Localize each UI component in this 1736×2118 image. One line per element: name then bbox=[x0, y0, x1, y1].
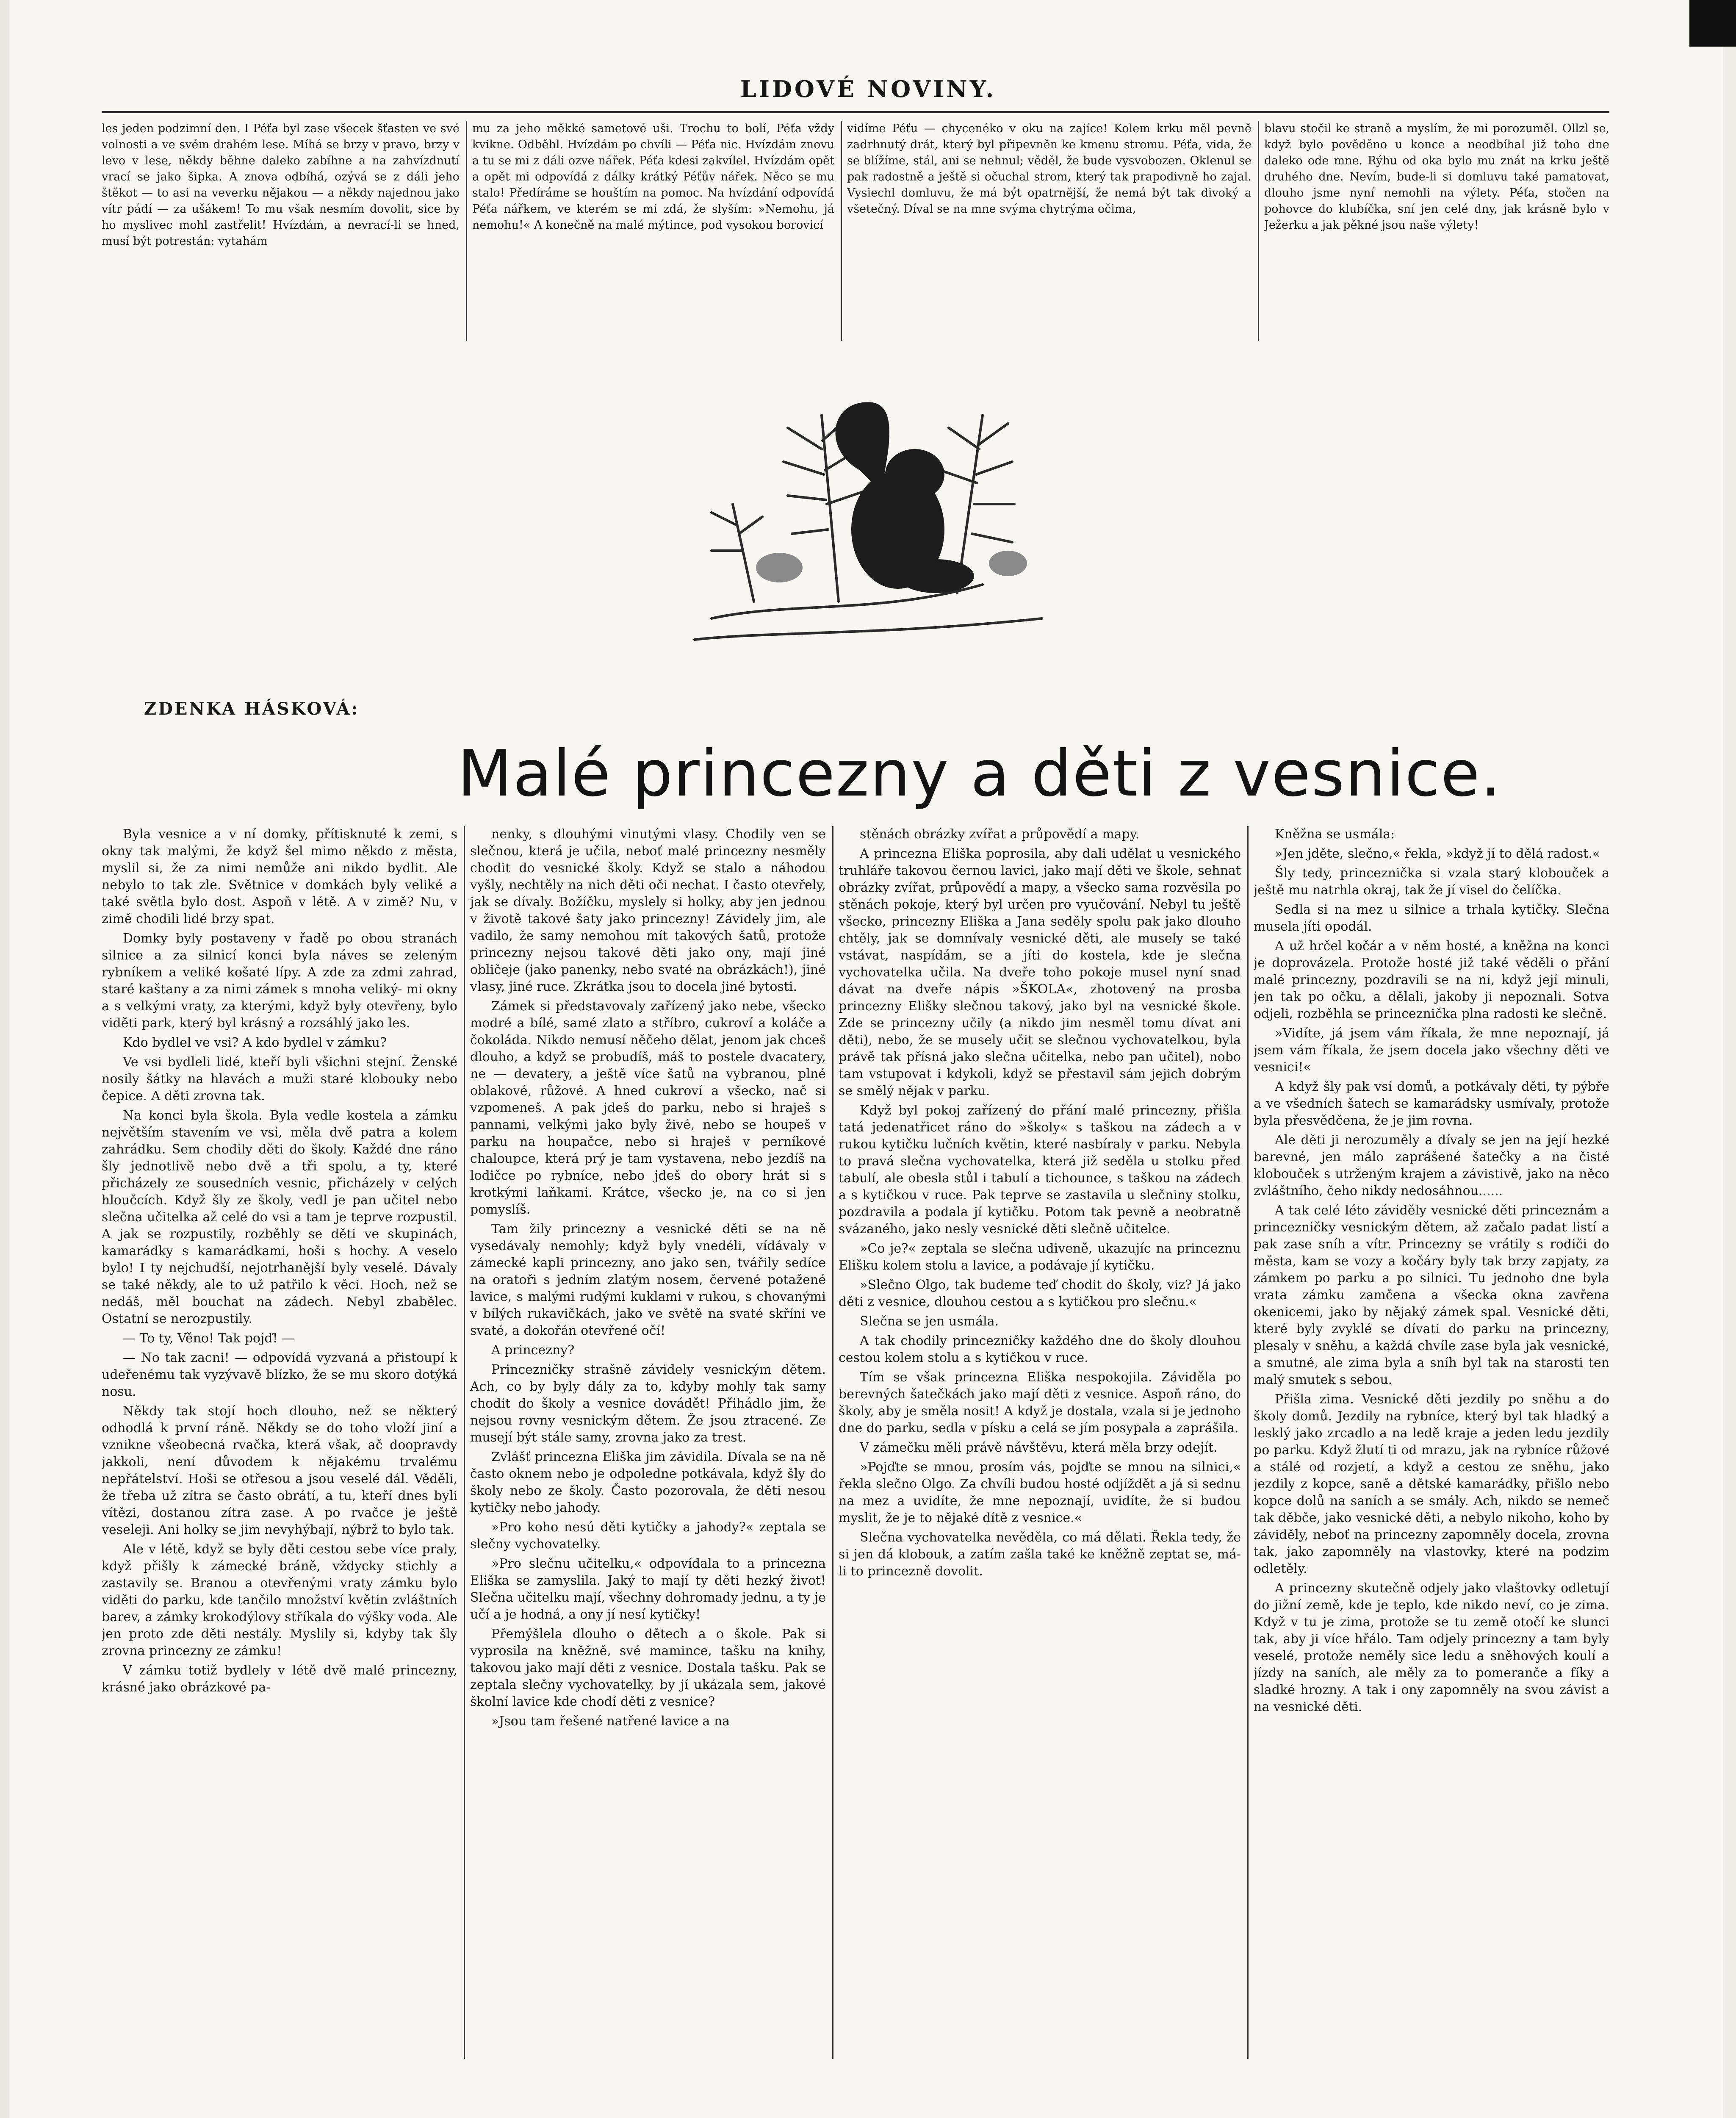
paragraph: A tak chodily princezničky každého dne do školy dlouhou cestou kolem stolu a s kytičkou v ruce. bbox=[839, 1333, 1241, 1365]
paragraph: stěnách obrázky zvířat a průpovědí a mapy. bbox=[860, 827, 1140, 842]
paragraph: Šly tedy, princeznička si vzala starý klobouček a ještě mu natrhla okraj, tak že jí visel do čelíčka. bbox=[1254, 866, 1609, 898]
body-column-2 bbox=[470, 826, 826, 2059]
paragraph: »Slečno Olgo, tak budeme teď chodit do školy, viz? Já jako děti z vesnice, dlouhou cestou a s kytičkou pro slečnu.« bbox=[839, 1278, 1241, 1309]
paragraph: A když šly pak vsí domů, a potkávaly děti, ty pýbře a ve všedních šatech se kamarádsky usmívaly, protože byla přesvědčena, že je jim rovna. bbox=[1254, 1079, 1609, 1128]
paragraph: A princezny? bbox=[491, 1343, 575, 1358]
body-column-3 bbox=[839, 826, 1241, 2059]
paragraph: nenky, s dlouhými vinutými vlasy. Chodily ven se slečnou, která je učila, neboť malé princezny nesměly chodit do vesnické školy. Když se stalo a náhodou vyšly, nechtěly na nich děti oči nechat. I často otevřely, jak se dívaly. Božíčku, myslely si holky, aby jen jednou v životě takové šaty jako princezny! Závidely jim, ale vadilo, že samy nemohou mít takových šatů, protože princezny nejsou takové děti jako ony, mají jiné obličeje (jako panenky, nebo svaté na obrázkách!), jiné vlasy, jiné ruce. Zkrátka jsou to docela jiné bytosti. bbox=[470, 827, 826, 994]
page-left-edge bbox=[0, 0, 9, 2118]
author-byline: ZDENKA HÁSKOVÁ: bbox=[144, 699, 360, 719]
paragraph: Tam žily princezny a vesnické děti se na ně vysedávaly nemohly; když byly vnedéli, vídávaly v zámecké kapli princezny, ano jako sen, tvářily sedíce na oratoři s jedním zlatým nosem, červené potažené lavice, s malými rudými kuklami v rukou, s chovanými v bílých rukavičkách, jako ve světě na svaté skříni ve svaté, a dokořán otevřené očí! bbox=[470, 1222, 826, 1338]
column-rule bbox=[464, 826, 465, 2059]
paragraph: Zámek si představovaly zařízený jako nebe, všecko modré a bílé, samé zlato a stříbro, cukroví a koláče a čokoláda. Nikdo nemusí něčeho dělat, jenom jak chceš dlouho, a když se probudíš, máš to postele dvacatery, ne — devatery, a ještě více šatů na vybranou, plné oblakové, růžové. A hned cukroví a všecko, nač si vzpomeneš. A pak jdeš do parku, nebo si hraješ s pannami, velkými jako byly živé, nebo se houpeš v parku na houpačce, nebo si hraješ v perníkové chaloupce, která prý je tam vystavena, nebo jezdíš na lodičce po rybníce, nebo jdeš do obory hrát si s krotkými laňkami. Krátce, všecko je, na co si jen pomyslíš. bbox=[470, 999, 826, 1217]
paragraph: Kněžna se usmála: bbox=[1275, 827, 1395, 842]
squirrel-illustration bbox=[661, 364, 1072, 712]
paragraph: »Jsou tam řešené natřené lavice a na bbox=[491, 1714, 730, 1729]
paragraph: — No tak zacni! — odpovídá vyzvaná a přistoupí k udeřenému tak vyzývavě blízko, že se mu skoro dotýká nosu. bbox=[102, 1350, 457, 1399]
paragraph: Princezničky strašně závidely vesnickým dětem. Ach, co by byly dály za to, kdyby mohly tak samy chodit do školy a vesnice dovádět! Přihádlo jim, že nejsou rovny vesnickým dětem. Že jsou ztracené. Ze musejí být stále samy, zrovna jako za trest. bbox=[470, 1362, 826, 1445]
paragraph: Ale v létě, když se byly děti cestou sebe více praly, když přišly k zámecké bráně, vždycky stichly a zastavily se. Branou a otevřenými vraty zámku bylo viděti do parku, kde tančilo množství květin zvláštních barev, a zámky krokodýlovy stříkala do výšky voda. Ale jen proto zde děti nestály. Myslily si, kdyby tak šly zrovna princezny ze zámku! bbox=[102, 1542, 457, 1658]
column-rule bbox=[1247, 826, 1249, 2059]
paragraph: Kdo bydlel ve vsi? A kdo bydlel v zámku? bbox=[123, 1035, 387, 1050]
paragraph: »Pro slečnu učitelku,« odpovídala to a princezna Eliška se zamyslila. Jaký to mají ty děti hezký život! Slečna učitelku mají, všechny dohromady jednu, a ty je učí a je hodná, a ony jí nesí kytičky! bbox=[470, 1556, 826, 1622]
paragraph: Tím se však princezna Eliška nespokojila. Záviděla po berevných šatečkách jako mají děti z vesnice. Aspoň ráno, do školy, aby je směla nosit! A když je dostala, vzala si je jednoho dne do parku, sedla v písku a celá se jím posypala a zaprášila. bbox=[839, 1370, 1241, 1436]
paragraph: Domky byly postaveny v řadě po obou stranách silnice a za silnicí konci byla náves se zeleným rybníkem a veliké košaté lípy. A zde za zdmi zahrad, staré kaštany a za nimi zámek s mnoha veliký- mi okny a s velkými vraty, za kterými, když byly otevřeny, bylo viděti park, který byl krásný a rozsáhlý jako les. bbox=[102, 931, 457, 1031]
body-column-1 bbox=[102, 826, 457, 2059]
column-rule bbox=[466, 121, 467, 341]
masthead: LIDOVÉ NOVINY. bbox=[740, 75, 997, 103]
top-column-text: vidíme Péťu — chycenéko v oku na zajíce! Kolem krku měl pevně zadrhnutý drát, který byl připevněn ke kmenu stromu. Péťa, vida, že se blížíme, stál, ani se nehnul; věděl, že bude vysvobozen. Oklenul se pak radostně a ještě si očuchal strom, který tak prapodivně ho zajal. Vysiechl domluvu, že má být opatrnější, že nemá být tak divoký a všetečný. Díval se na mne svýma chytrýma očima, bbox=[847, 122, 1251, 216]
paragraph: A už hrčel kočár a v něm hosté, a kněžna na konci je doprovázela. Protože hosté již také věděli o přání malé princezny, pozdravili se na ni, když její minuli, jen tak po očku, a dělali, jakoby ji nepoznali. Sotva odjeli, rozběhla se princeznička plna radosti ke slečně. bbox=[1254, 939, 1609, 1021]
paragraph: — To ty, Věno! Tak pojď! — bbox=[123, 1331, 295, 1346]
top-column-3 bbox=[847, 121, 1251, 341]
column-rule bbox=[832, 826, 833, 2059]
paragraph: V zámku totiž bydlely v létě dvě malé princezny, krásné jako obrázkové pa- bbox=[102, 1663, 457, 1695]
top-column-1 bbox=[102, 121, 460, 341]
top-column-text: blavu stočil ke straně a myslím, že mi porozuměl. Ollzl se, když bylo pověděno u konce a neodbíhal již toho dne daleko ode mne. Rýhu od oka bylo mu znát na krku ještě druhého dne. Nevím, bude-li si domluvu také pamatovat, dlouho jsme nyní nemohli na výlety. Péťa, stočen na pohovce do klubíčka, sní jen celé dny, jak krásně bylo v Ježerku a jak pěkné jsou naše výlety! bbox=[1264, 122, 1609, 232]
paragraph: V zámečku měli právě návštěvu, která měla brzy odejít. bbox=[860, 1440, 1218, 1455]
top-column-text: les jeden podzimní den. I Péťa byl zase všecek šťasten ve své volnosti a ve svém drahém lese. Míhá se brzy v pravo, brzy v levo v lese, někdy běhne daleko zabíhne a na zahvízdnutí vrací se jako šipka. A znova odbíhá, ozývá se z dáli jeho štěkot — to asi na veverku nějakou — a někdy najednou jako vítr pádí — za ušákem! To mu však nesmím dovolit, sice by ho myslivec mohl zastřelit! Hvízdám, a nevrací-li se hned, musí být potrestán: vytahám bbox=[102, 122, 460, 248]
top-column-2 bbox=[472, 121, 834, 341]
paragraph: Přemýšlela dlouho o dětech a o škole. Pak si vyprosila na kněžně, své mamince, tašku na knihy, takovou jako mají děti z vesnice. Dostala tašku. Pak se zeptala slečny vychovatelky, by jí ukázala sem, jakové školní lavice kde chodí děti z vesnice? bbox=[470, 1627, 826, 1709]
top-column-text: mu za jeho měkké sametové uši. Trochu to bolí, Péťa vždy kvikne. Odběhl. Hvízdám po chvíli — Péťa nic. Hvízdám znovu a tu se mi z dáli ozve nářek. Péťa kdesi zakvílel. Hvízdám opět a opět mi odpovídá z dálky krátký Péťův nářek. Něco se mu stalo! Předíráme se houštím na pomoc. Na hvízdání odpovídá Péťa nářkem, ve kterém se mi zdá, že slyším: »Nemohu, já nemohu!« A konečně na malé mýtince, pod vysokou borovicí bbox=[472, 122, 834, 232]
paragraph: »Jen jděte, slečno,« řekla, »když jí to dělá radost.« bbox=[1275, 846, 1600, 861]
paragraph: Byla vesnice a v ní domky, přítisknuté k zemi, s okny tak malými, že když šel mimo někdo z města, myslil si, že za nimi nemůže ani nikdo bydlit. Ale nebylo to tak zle. Světnice v domkách byly veliké a také světla bylo dost. Aspoň v létě. A v zimě? Nu, v zimě chodili lidé brzy spat. bbox=[102, 827, 457, 926]
paragraph: »Vidíte, já jsem vám říkala, že mne nepoznají, já jsem vám říkala, že jsem docela jako všechny děti ve vesnici!« bbox=[1254, 1026, 1609, 1075]
paragraph: A tak celé léto záviděly vesnické děti princeznám a princezničky vesnickým dětem, až začalo padat listí a pak zase sníh a vítr. Princezny se vrátily s rodiči do města, kam se vozy a kočáry byly tak brzy zapjaty, za zámkem po parku a po silnici. Tu jednoho dne byla vrata zámku zamčena a všecka okna zavřena okenicemi, jako by nějaký zámek spal. Vesnické děti, které byly zvyklé se dívati do parku na princezny, plesaly v sněhu, a každá chvíle zase byla jak vesnické, a smutné, ale zima byla a sníh byl tak na starosti ten malý smutek s sebou. bbox=[1254, 1203, 1609, 1387]
paragraph: Slečna se jen usmála. bbox=[860, 1314, 999, 1329]
paragraph: Někdy tak stojí hoch dlouho, než se některý odhodlá k první ráně. Někdy se do toho vloží jiní a vznikne všeobecná rvačka, která však, ač doopravdy jakkoli, není důvodem k nějakému trvalému nepřátelství. Hoši se otřesou a jsou veselé dál. Věděli, že třeba už zítra se často obrátí, a tu, kteří dnes byli vítězi, dostanou zítra zase. A po rvačce je ještě veseleji. Ani holky se jim nevyhýbají, nýbrž to bylo tak. bbox=[102, 1404, 457, 1537]
paragraph: »Pojďte se mnou, prosím vás, pojďte se mnou na silnici,« řekla slečno Olgo. Za chvíli budou hosté odjíždět a já si sednu na mez a uvidíte, že mne nepoznají, uvidíte, že si budou myslit, že je to nějaké dítě z vesnice.« bbox=[839, 1460, 1241, 1525]
header-rule bbox=[102, 111, 1609, 113]
paragraph: A princezna Eliška poprosila, aby dali udělat u vesnického truhláře takovou černou lavici, jako mají děti ve škole, sehnat obrázky zvířat, průpovědí a mapy, a všecko sama rozvěsila po stěnách pokoje, který byl určen pro vyučování. Nebyl tu ještě všecko, princezny Eliška a Jana seděly spolu pak jako dlouho chtěly, jak se domnívaly vesnické děti, ale musely se také vstávat, naspídám, se a jíti do kostela, kde je slečna vychovatelka učila. Na dveře toho pokoje musel nyní snad dávat na dveře nápis »ŠKOLA«, zhotovený na prosba princezny Elišky slečnou takový, jako byl na vesnické škole. Zde se princezny učily (a nikdo jim nesměl tomu dívat ani děti), nebo, že se musely učit se slečnou vychovatelkou, byla právě tak přísná jako slečna učitelka, nebo pan učitel), nobo tam vstupovat i kdykoli, když se přestavil sám jejich dobrým se smělý nějak v parku. bbox=[839, 846, 1241, 1098]
paragraph: Přišla zima. Vesnické děti jezdily po sněhu a do školy domů. Jezdily na rybníce, který byl tak hladký a lesklý jako zrcadlo a na ledě kraje a jeden ledu jezdily po parku. Když žlutí ti od mrazu, jak na rybníce růžové a stálé od rozjetí, a když a cestou ze sněhu, jako jezdily z kopce, saně a dětské kamarádky, přišlo nebo kopce dolů na saních a se smály. Ach, nikdo se nemeč tak děbče, jako vesnické děti, a nebylo nikoho, koho by záviděly, neboť na princezny zapomněly docela, zrovna tak, jako zapomněly na vlastovky, které na podzim odletěly. bbox=[1254, 1392, 1609, 1576]
paragraph: »Co je?« zeptala se slečna udiveně, ukazujíc na princeznu Elišku kolem stolu a lavice, a podávaje jí kytičku. bbox=[839, 1241, 1241, 1273]
corner-mark bbox=[1689, 0, 1736, 47]
paragraph: Sedla si na mez u silnice a trhala kytičky. Slečna musela jíti opodál. bbox=[1254, 902, 1609, 934]
paragraph: Ve vsi bydleli lidé, kteří byli všichni stejní. Ženské nosily šátky na hlavách a muži staré klobouky nebo čepice. A děti zrovna tak. bbox=[102, 1055, 457, 1103]
column-rule bbox=[1258, 121, 1259, 341]
paragraph: Zvlášť princezna Eliška jim závidila. Dívala se na ně často oknem nebo je odpoledne potkávala, když šly do školy nebo ze školy. Často pozorovala, že děti nesou kytičky nebo jahody. bbox=[470, 1450, 826, 1515]
column-rule bbox=[841, 121, 842, 341]
article-headline: Malé princezny a děti z vesnice. bbox=[457, 737, 1502, 811]
top-column-4 bbox=[1264, 121, 1609, 341]
paragraph: »Pro koho nesú děti kytičky a jahody?« zeptala se slečny vychovatelky. bbox=[470, 1520, 826, 1552]
paragraph: A princezny skutečně odjely jako vlaštovky odletují do jižní země, kde je teplo, kde nikdo neví, co je zima. Když v tu je zima, protože se tu země otočí ke slunci tak, aby ji více hřálo. Tam odjely princezny a tam byly veselé, protože neměly sice ledu a sněhových koulí a jízdy na saních, ale měly za to pomeranče a fíky a sladké hrozny. A tak i ony zapomněly na svou závist a na vesnické děti. bbox=[1254, 1581, 1609, 1714]
paragraph: Na konci byla škola. Byla vedle kostela a zámku největším stavením ve vsi, měla dvě patra a kolem zahrádku. Sem chodily děti do školy. Každé dne ráno šly jednotlivě nebo dvě a tři spolu, a ty, které přicházely ze sousedních vesnic, přicházely v celých hloučcích. Když šly ze školy, vedl je pan učitel nebo slečna učitelka až celé do vsi a tam je teprve rozpustil. A jak se rozpustily, rozběhly se děti ve skupinách, kamarádky s kamarádkami, hoši s hochy. A veselo bylo! I ty nejchudší, nejotrhanější byly veselé. Dávaly se také někdy, ale to už patřilo k věci. Hoch, než se nedáš, měl bouchat na zádech. Nebyl zbabělec. Ostatní se nerozpustily. bbox=[102, 1108, 457, 1326]
paragraph: Když byl pokoj zařízený do přání malé princezny, přišla tatá jedenatřicet ráno do »školy« s taškou na zádech a v rukou kytičku lučních květin, které nasbíraly v parku. Nebyla to pravá slečna vychovatelka, která již seděla u stolku před tabulí, ale obesla stůl i tabulí a tichounce, s taškou na zádech a s kytičkou v ruce. Pak teprve se zastavila u slečniny stolku, pozdravila a podala jí kytičku. Potom tak pevně a neobratně svázaného, jako nesly vesnické děti slečně učitelce. bbox=[839, 1103, 1241, 1236]
page-right-edge bbox=[1723, 0, 1736, 2118]
paragraph: Ale děti ji nerozuměly a dívaly se jen na její hezké barevné, jen málo zaprášené šatečky a na čisté klobouček s utrženým krajem a závistivě, jako na něco zvláštního, čeho nikdy nedosáhnou...... bbox=[1254, 1133, 1609, 1198]
paragraph: Slečna vychovatelka nevěděla, co má dělati. Řekla tedy, že si jen dá klobouk, a zatím zašla také ke kněžně zeptat se, má-li to princezně dovolit. bbox=[839, 1530, 1241, 1579]
body-column-4 bbox=[1254, 826, 1609, 2059]
